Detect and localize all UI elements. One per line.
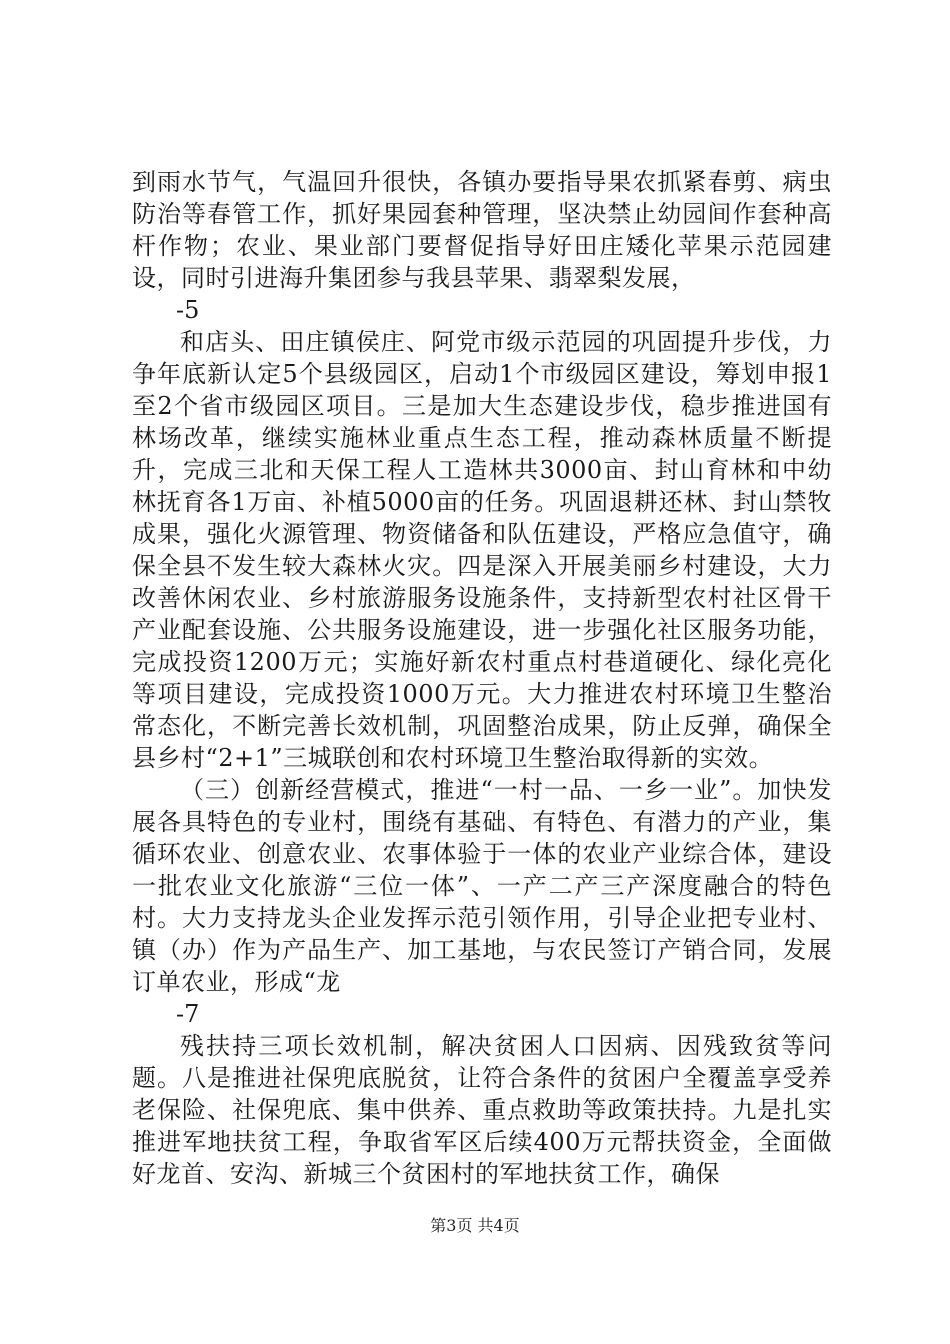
- paragraph-text: 到雨水节气，气温回升很快，各镇办要指导果农抓紧春剪、病虫防治等春管工作，抓好果园套种管理，坚决禁止幼园间作套种高杆作物；农业、果业部门要督促指导好田庄矮化苹果示范园建设，同时引进海升集团参与我县苹果、翡翠梨发展，: [132, 168, 832, 292]
- page-break-marker: -7: [176, 1000, 200, 1028]
- paragraph-text: 残扶持三项长效机制，解决贫困人口因病、因残致贫等问题。八是推进社保兜底脱贫，让符合条件的贫困户全覆盖享受养老保险、社保兜底、集中供养、重点救助等政策扶持。九是扎实推进军地扶贫工程，争取省军区后续400万元帮扶资金，全面做好龙首、安沟、新城三个贫困村的军地扶贫工作，确保: [132, 1032, 832, 1188]
- paragraph-1: [132, 166, 832, 294]
- paragraph-3: [132, 774, 832, 998]
- paragraph-text: 和店头、田庄镇侯庄、阿党市级示范园的巩固提升步伐，力争年底新认定5个县级园区，启动1个市级园区建设，筹划申报1至2个省市级园区项目。三是加大生态建设步伐，稳步推进国有林场改革，继续实施林业重点生态工程，推动森林质量不断提升，完成三北和天保工程人工造林共3000亩、封山育林和中幼林抚育各1万亩、补植5000亩的任务。巩固退耕还林、封山禁牧成果，强化火源管理、物资储备和队伍建设，严格应急值守，确保全县不发生较大森林火灾。四是深入开展美丽乡村建设，大力改善休闲农业、乡村旅游服务设施条件，支持新型农村社区骨干产业配套设施、公共服务设施建设，进一步强化社区服务功能，完成投资1200万元；实施好新农村重点村巷道硬化、绿化亮化等项目建设，完成投资1000万元。大力推进农村环境卫生整治常态化，不断完善长效机制，巩固整治成果，防止反弹，确保全县乡村“2+1”三城联创和农村环境卫生整治取得新的实效。: [132, 328, 832, 772]
- paragraph-2: [132, 326, 832, 774]
- page-footer: 第3页 共4页: [430, 1216, 520, 1235]
- paragraph-text: （三）创新经营模式，推进“一村一品、一乡一业”。加快发展各具特色的专业村，围绕有基础、有特色、有潜力的产业，集循环农业、创意农业、农事体验于一体的农业产业综合体，建设一批农业文化旅游“三位一体”、一产二产三产深度融合的特色村。大力支持龙头企业发挥示范引领作用，引导企业把专业村、镇（办）作为产品生产、加工基地，与农民签订产销合同，发展订单农业，形成“龙: [132, 776, 832, 996]
- page-break-marker: -5: [176, 296, 200, 324]
- paragraph-4: [132, 1030, 832, 1190]
